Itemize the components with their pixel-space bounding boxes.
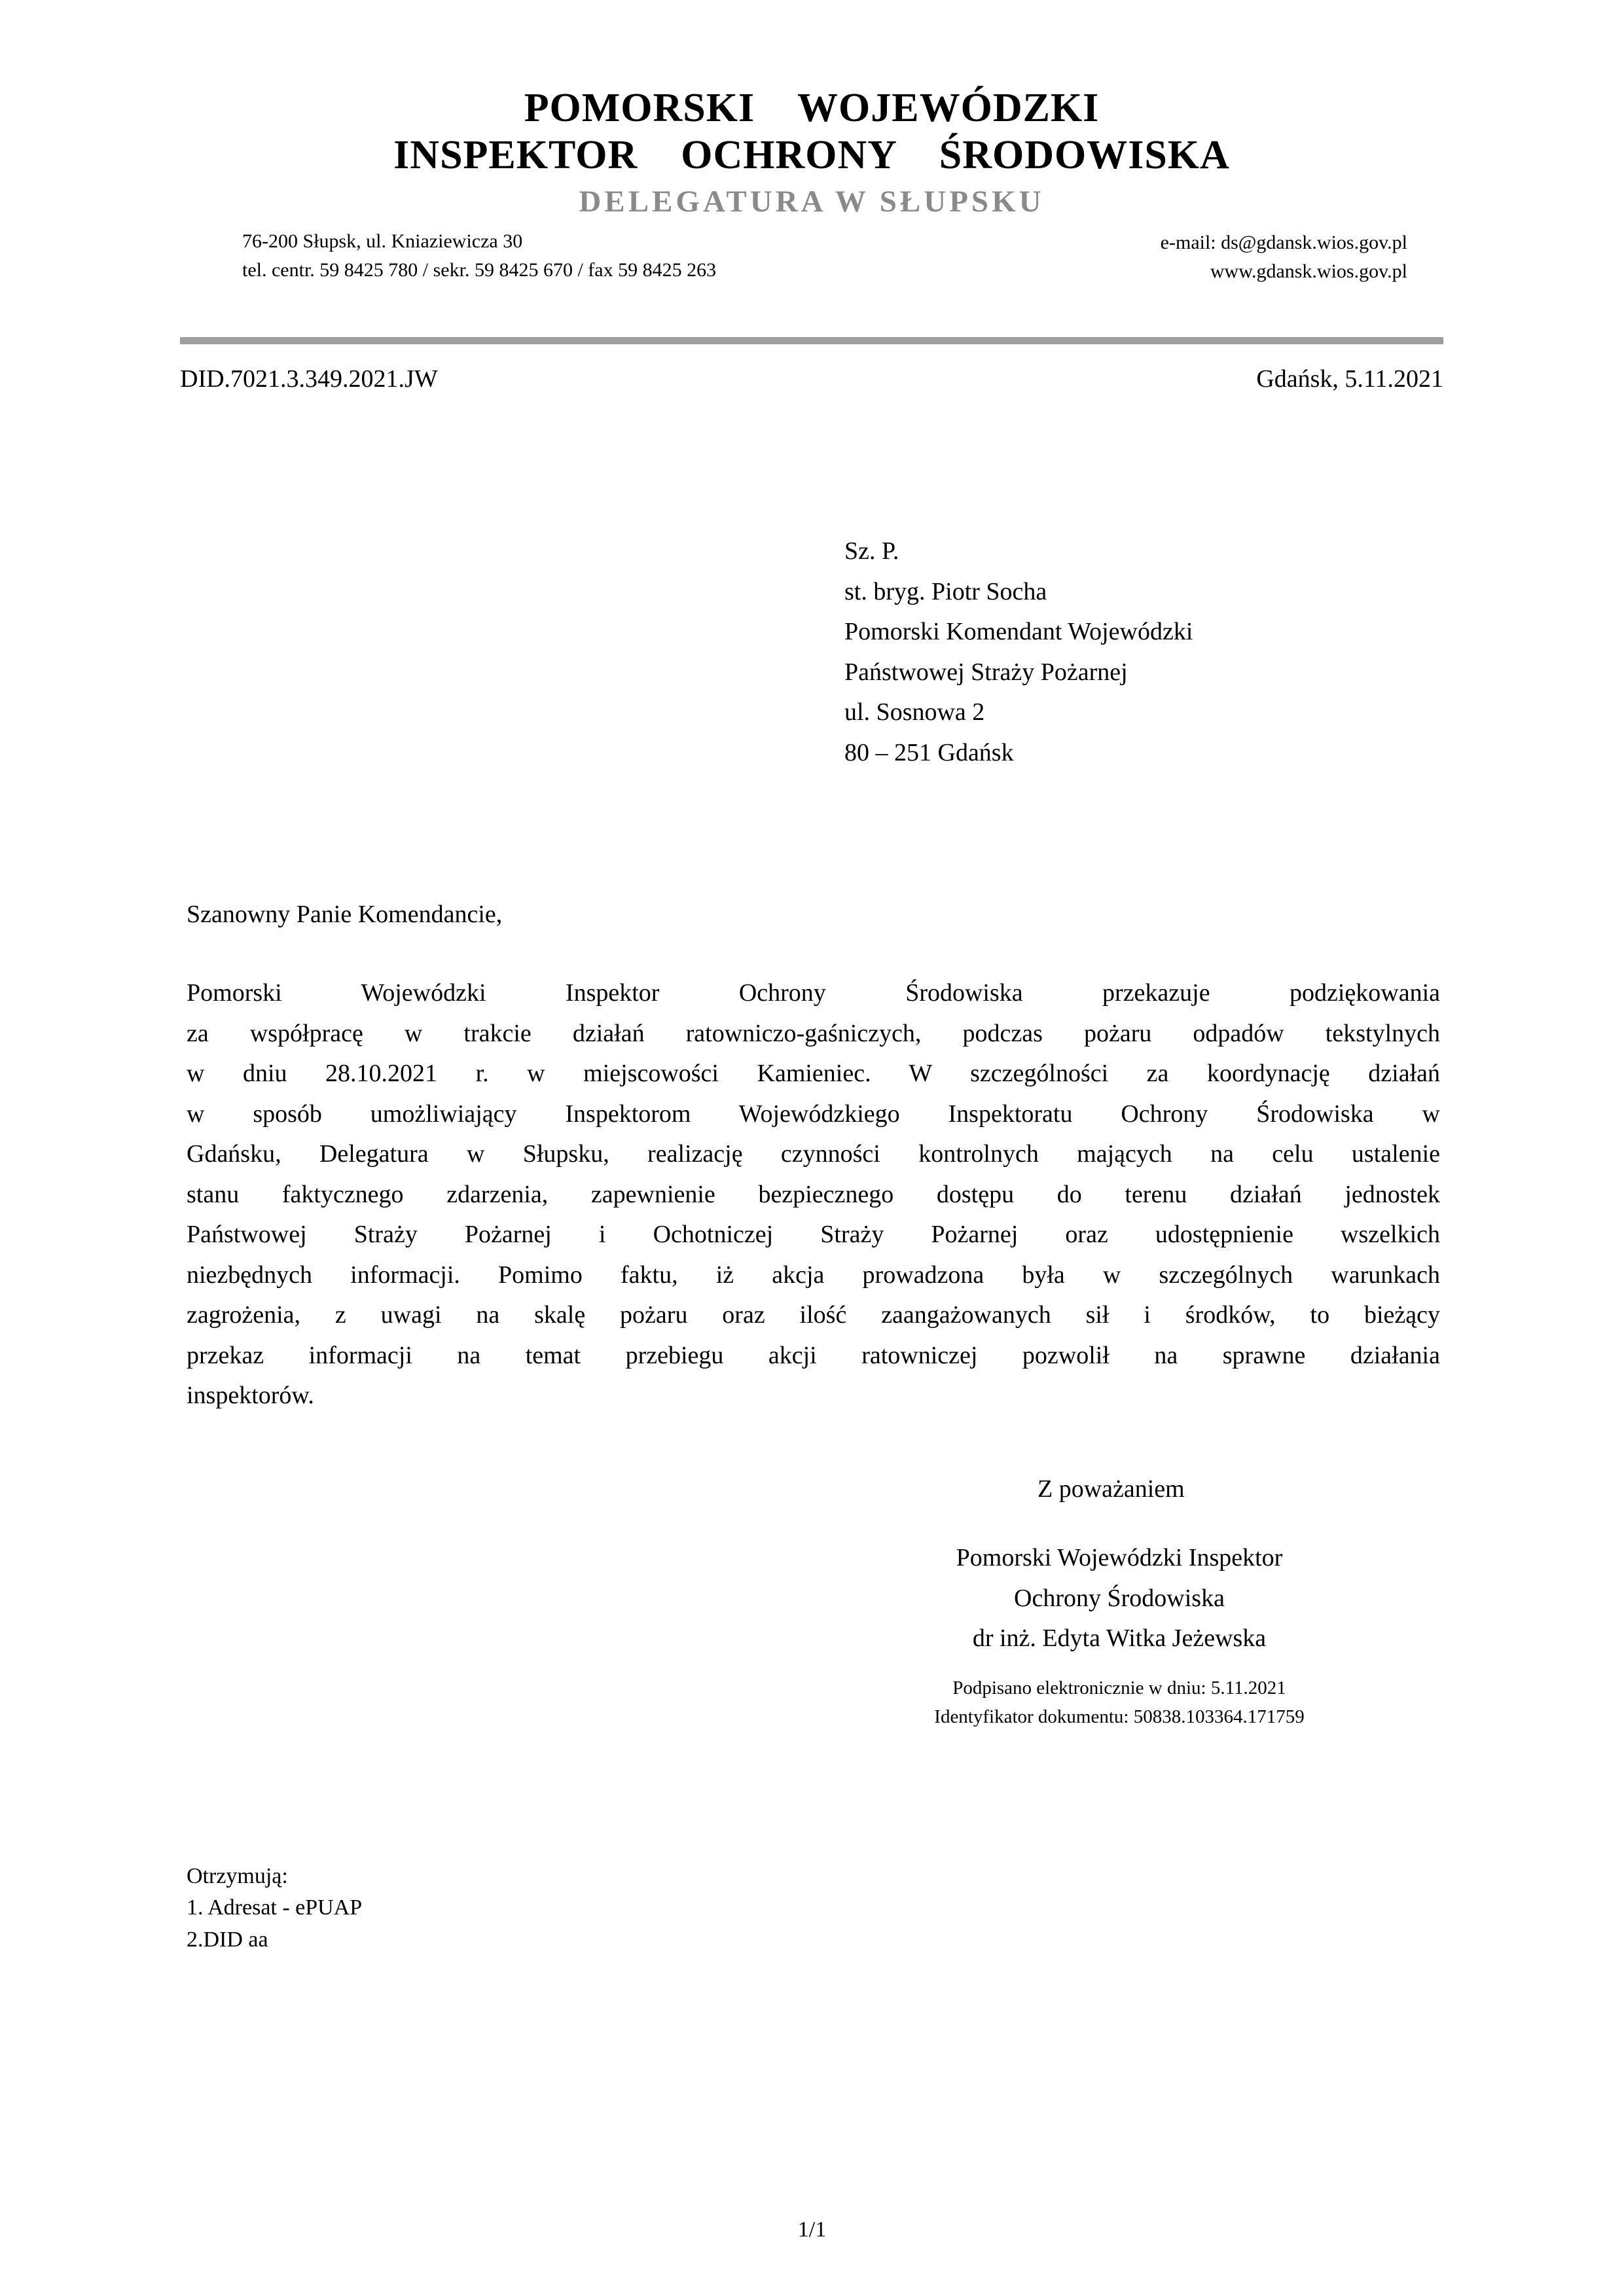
body-salutation: Szanowny Panie Komendancie, xyxy=(187,901,503,928)
letterhead-contact-left xyxy=(242,228,716,285)
office-phones: tel. centr. 59 8425 780 / sekr. 59 8425 670 / fax 59 8425 263 xyxy=(242,259,717,281)
signer-title-line-2: Ochrony Środowiska xyxy=(1014,1584,1225,1612)
distribution-list xyxy=(187,1861,362,1956)
recipient-position-line-2: Państwowej Straży Pożarnej xyxy=(844,658,1128,686)
recipient-name: st. bryg. Piotr Socha xyxy=(844,577,1047,605)
letterhead xyxy=(180,85,1443,285)
body-paragraph xyxy=(187,973,1440,1416)
electronic-signature-block xyxy=(792,1674,1447,1731)
body-line: zagrożenia, z uwagi na skalę pożaru oraz ilość zaangażowanych sił i środków, to bieżący xyxy=(187,1301,1440,1329)
body-line: stanu faktycznego zdarzenia, zapewnienie bezpiecznego dostępu do terenu działań jednostek xyxy=(187,1180,1440,1208)
distribution-item: 2.DID aa xyxy=(187,1927,268,1952)
place-and-date: Gdańsk, 5.11.2021 xyxy=(1256,365,1443,393)
signer-name: dr inż. Edyta Witka Jeżewska xyxy=(972,1624,1267,1653)
body-line: przekaz informacji na temat przebiegu akcji ratowniczej pozwolił na sprawne działania xyxy=(187,1341,1440,1369)
office-address: 76-200 Słupsk, ul. Kniaziewicza 30 xyxy=(242,230,523,253)
signer-title-line-1: Pomorski Wojewódzki Inspektor xyxy=(956,1544,1283,1571)
signature-block xyxy=(792,1538,1447,1659)
reference-row xyxy=(180,363,1443,395)
reference-number: DID.7021.3.349.2021.JW xyxy=(180,365,438,393)
recipient-street: ul. Sosnowa 2 xyxy=(844,698,985,726)
office-email: e-mail: ds@gdansk.wios.gov.pl xyxy=(1160,232,1407,254)
recipient-salutation-prefix: Sz. P. xyxy=(844,537,899,565)
distribution-heading: Otrzymują: xyxy=(187,1864,288,1888)
office-website: www.gdansk.wios.gov.pl xyxy=(1210,260,1407,282)
body-line: Gdańsku, Delegatura w Słupsku, realizację czynności kontrolnych mających na celu ustalenie xyxy=(187,1140,1440,1168)
recipient-block xyxy=(844,531,1193,773)
distribution-item: 1. Adresat - ePUAP xyxy=(187,1895,363,1920)
body-line: w sposób umożliwiający Inspektorom Wojewódzkiego Inspektoratu Ochrony Środowiska w xyxy=(187,1100,1440,1128)
recipient-position-line-1: Pomorski Komendant Wojewódzki xyxy=(844,618,1193,646)
organization-title-line-2: INSPEKTOR OCHRONY ŚRODOWISKA xyxy=(393,132,1230,177)
body-line: Pomorski Wojewódzki Inspektor Ochrony Środowiska przekazuje podziękowania xyxy=(187,979,1440,1007)
page-number: 1/1 xyxy=(797,2217,827,2242)
page-footer xyxy=(0,2217,1624,2242)
header-divider-rule xyxy=(180,337,1443,344)
body-line: za współpracę w trakcie działań ratowniczo-gaśniczych, podczas pożaru odpadów tekstylnych xyxy=(187,1019,1440,1047)
document-identifier: Identyfikator dokumentu: 50838.103364.171759 xyxy=(934,1706,1305,1727)
body-line: inspektorów. xyxy=(187,1382,314,1410)
body-line: niezbędnych informacji. Pomimo faktu, iż akcja prowadzona była w szczególnych warunkach xyxy=(187,1261,1440,1289)
organization-subtitle: DELEGATURA W SŁUPSKU xyxy=(579,184,1045,219)
letterhead-contact-block xyxy=(180,228,1443,285)
body-line: Państwowej Straży Pożarnej i Ochotniczej Straży Pożarnej oraz udostępnienie wszelkich xyxy=(187,1221,1440,1249)
valediction: Z poważaniem xyxy=(1038,1475,1185,1503)
organization-title-line-1: POMORSKI WOJEWÓDZKI xyxy=(524,86,1100,130)
recipient-city: 80 – 251 Gdańsk xyxy=(844,738,1014,766)
electronic-signature-date: Podpisano elektronicznie w dniu: 5.11.2021 xyxy=(952,1677,1286,1698)
body-line: w dniu 28.10.2021 r. w miejscowości Kamieniec. W szczególności za koordynację działań xyxy=(187,1060,1440,1088)
letterhead-contact-right xyxy=(1161,229,1407,285)
